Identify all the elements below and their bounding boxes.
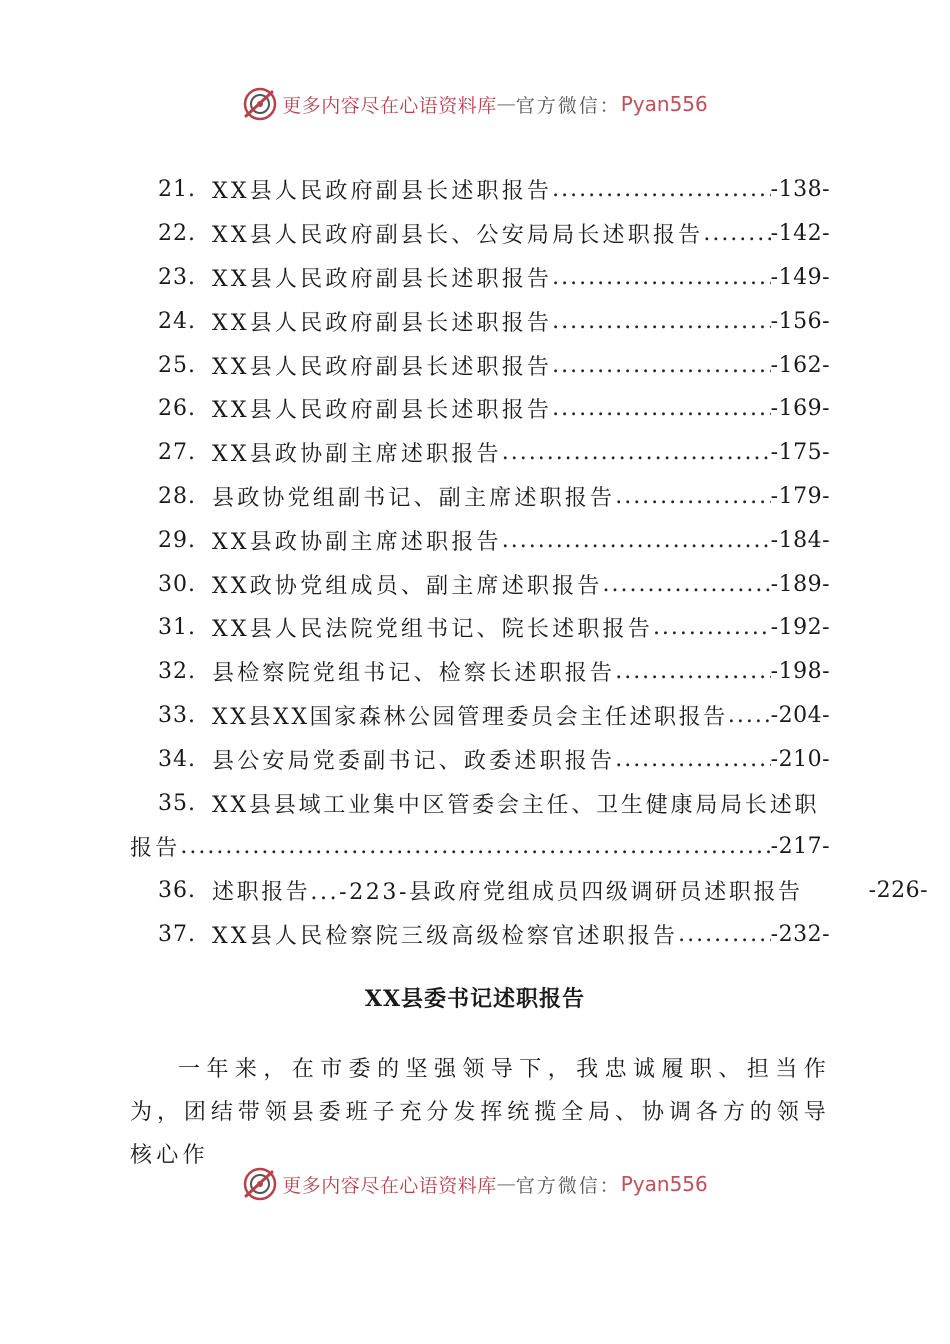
banner-gray-text: 官方微信：: [515, 94, 621, 117]
toc-number: 29.: [158, 527, 196, 553]
toc-leader: [552, 265, 771, 290]
toc-leader: [502, 440, 771, 465]
toc-entry: [130, 913, 830, 957]
toc-number: 24.: [158, 308, 196, 334]
logo-icon: [242, 1166, 278, 1202]
toc-page: -184-: [770, 527, 830, 553]
toc-entry: [130, 650, 830, 694]
banner-dash: —: [496, 1173, 516, 1195]
toc-entry: [130, 518, 830, 562]
banner-dash: —: [496, 93, 516, 115]
toc-page: -198-: [770, 659, 830, 685]
toc-title: 县检察院党组书记、检察长述职报告: [212, 661, 616, 687]
toc-entry: [130, 475, 830, 519]
toc-title: XX县人民政府副县长述职报告: [212, 266, 553, 292]
toc-leader: [703, 221, 770, 246]
toc-number: 26.: [158, 396, 196, 422]
toc-entry: [130, 343, 830, 387]
toc-entry: [130, 168, 830, 212]
toc-list: [130, 168, 928, 956]
toc-entry-continuation: [130, 825, 830, 869]
toc-page: -138-: [770, 177, 830, 203]
toc-number: 33.: [158, 702, 196, 728]
toc-number: 27.: [158, 440, 196, 466]
toc-title: 县政协党组副书记、副主席述职报告: [212, 485, 616, 511]
toc-page: -149-: [770, 264, 830, 290]
toc-title: 述职报告...-223-县政府党组成员四级调研员述职报告: [212, 880, 803, 906]
toc-entry: [130, 562, 830, 606]
toc-title: XX政协党组成员、副主席述职报告: [212, 573, 603, 599]
toc-leader: [552, 396, 771, 421]
toc-number: 34.: [158, 746, 196, 772]
toc-title: XX县人民法院党组书记、院长述职报告: [212, 617, 653, 643]
toc-title: 县公安局党委副书记、政委述职报告: [212, 748, 616, 774]
toc-page: -210-: [770, 746, 830, 772]
toc-title: XX县人民政府副县长述职报告: [212, 179, 553, 205]
toc-entry: [130, 737, 830, 781]
banner-red-text: 更多内容尽在心语资料库: [282, 1174, 497, 1197]
toc-page: -204-: [770, 702, 830, 728]
toc-page: -169-: [770, 396, 830, 422]
toc-title: 报告: [130, 836, 181, 862]
toc-title: XX县人民检察院三级高级检察官述职报告: [212, 923, 679, 949]
banner-gray-text: 官方微信：: [515, 1174, 621, 1197]
toc-entry: [130, 431, 830, 475]
banner-wechat-id: Pyan556: [620, 1172, 708, 1196]
toc-page: -226-: [868, 878, 928, 904]
toc-leader: [552, 177, 771, 202]
toc-title: XX县XX国家森林公园管理委员会主任述职报告: [212, 704, 728, 730]
toc-page: -189-: [770, 571, 830, 597]
toc-entry: [130, 299, 830, 343]
toc-leader: [615, 747, 770, 772]
body-paragraph: [130, 1048, 830, 1177]
toc-entry: [130, 606, 830, 650]
toc-title: XX县人民政府副县长述职报告: [212, 398, 553, 424]
toc-page: -162-: [770, 352, 830, 378]
toc-title: XX县县域工业集中区管委会主任、卫生健康局局长述职: [212, 792, 820, 818]
toc-leader: [603, 572, 771, 597]
toc-page: -217-: [770, 834, 830, 860]
toc-leader: [653, 615, 771, 640]
toc-number: 30.: [158, 571, 196, 597]
toc-number: 32.: [158, 659, 196, 685]
toc-leader: [615, 659, 770, 684]
section-heading: XX县委书记述职报告: [364, 986, 586, 1012]
toc-entry: [130, 781, 830, 825]
toc-number: 37.: [158, 921, 196, 947]
toc-title: XX县人民政府副县长、公安局局长述职报告: [212, 223, 704, 249]
toc-title: XX县人民政府副县长述职报告: [212, 310, 553, 336]
toc-page: -192-: [770, 615, 830, 641]
toc-title: XX县政协副主席述职报告: [212, 529, 502, 555]
banner-wechat-id: Pyan556: [620, 92, 708, 116]
toc-number: 22.: [158, 221, 196, 247]
banner-red-text: 更多内容尽在心语资料库: [282, 94, 497, 117]
toc-leader: [728, 703, 771, 728]
toc-leader: [552, 353, 771, 378]
toc-leader: [502, 528, 771, 553]
toc-page: -175-: [770, 440, 830, 466]
paragraph-text: 一年来，在市委的坚强领导下，我忠诚履职、担当作为，团结带领县委班子充分发挥统揽全局、协调各方的领导核心作: [130, 1057, 830, 1168]
toc-leader: [180, 834, 770, 859]
toc-number: 31.: [158, 615, 196, 641]
toc-page: -156-: [770, 308, 830, 334]
toc-number: 28.: [158, 483, 196, 509]
watermark-banner-bottom: [0, 1164, 950, 1204]
toc-number: 21.: [158, 177, 196, 203]
toc-leader: [678, 922, 771, 947]
toc-number: 25.: [158, 352, 196, 378]
toc-title: XX县政协副主席述职报告: [212, 442, 502, 468]
toc-number: 36.: [158, 878, 196, 904]
toc-leader: [615, 484, 770, 509]
toc-leader: [552, 309, 771, 334]
toc-number: 23.: [158, 264, 196, 290]
toc-page: -179-: [770, 483, 830, 509]
toc-entry: [130, 387, 830, 431]
toc-entry: [130, 869, 928, 913]
toc-number: 35.: [158, 790, 196, 816]
toc-entry: [130, 212, 830, 256]
watermark-banner-top: [0, 84, 950, 124]
toc-page: -142-: [770, 221, 830, 247]
toc-entry: [130, 694, 830, 738]
toc-page: -232-: [770, 921, 830, 947]
toc-title: XX县人民政府副县长述职报告: [212, 354, 553, 380]
toc-entry: [130, 256, 830, 300]
logo-icon: [242, 86, 278, 122]
